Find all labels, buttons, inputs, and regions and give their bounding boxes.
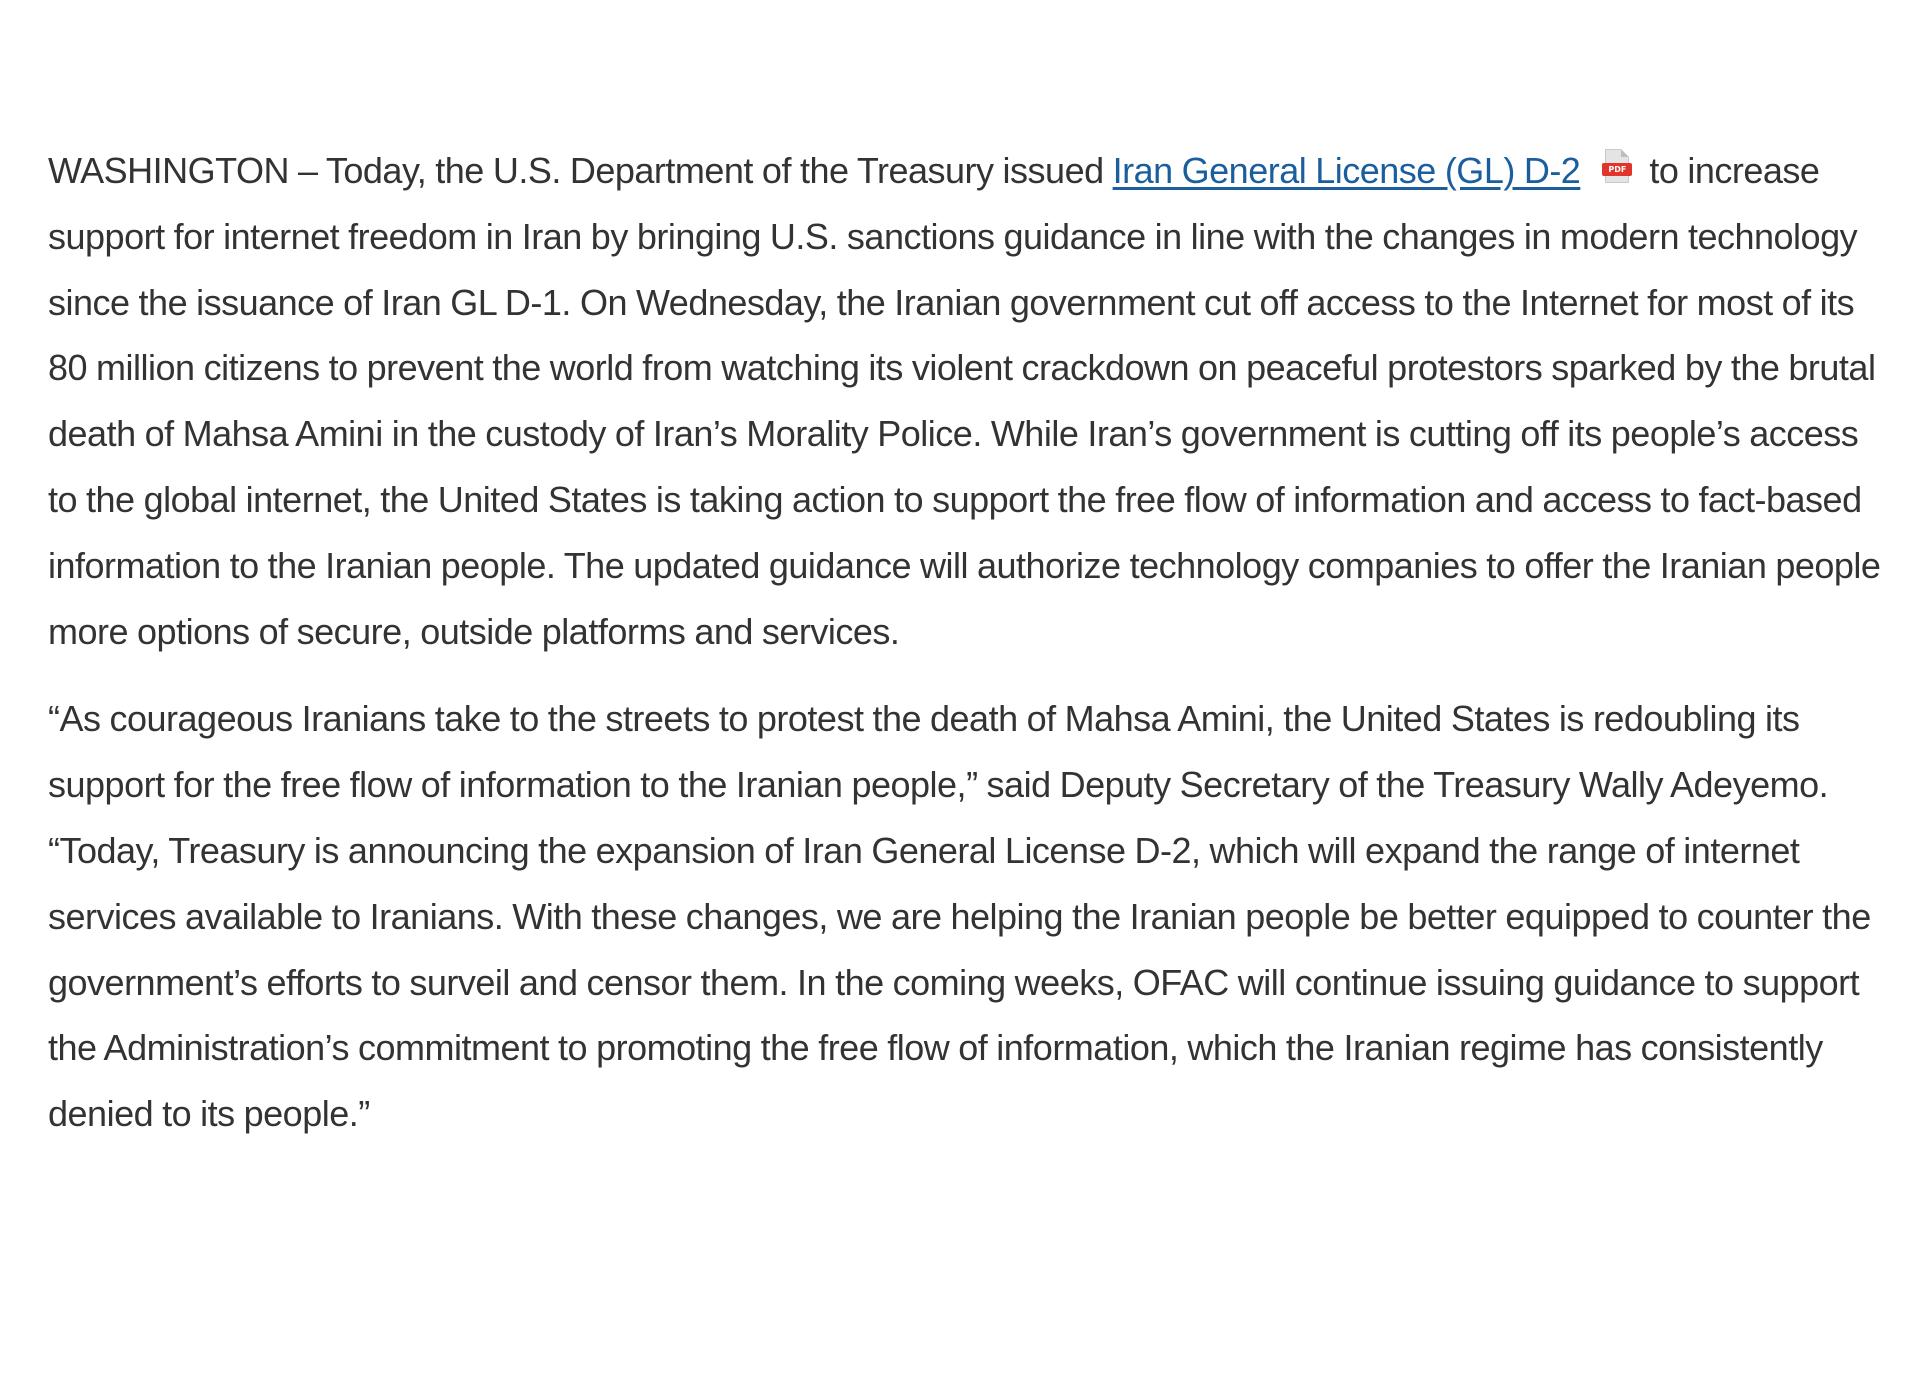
article-paragraph-1 <box>48 138 1888 664</box>
pdf-file-icon[interactable] <box>1602 149 1632 185</box>
general-license-d2-link[interactable]: Iran General License (GL) D-2 <box>1112 150 1581 191</box>
pdf-icon-label: PDF <box>1602 163 1632 176</box>
article-paragraph-2: “As courageous Iranians take to the streets to protest the death of Mahsa Amini, the United States is redoubling its support for the free flow of information to the Iranian people,” said Deputy Secretary of the Treasury Wally Adeyemo. “Today, Treasury is announcing the expansion of Iran General License D-2, which will expand the range of internet services available to Iranians. With these changes, we are helping the Iranian people be better equipped to counter the government’s efforts to surveil and censor them. In the coming weeks, OFAC will continue issuing guidance to support the Administration’s commitment to promoting the free flow of information, which the Iranian regime has consistently denied to its people.” <box>48 698 1871 1135</box>
article-body <box>48 138 1888 1147</box>
paragraph-1-intro-text: WASHINGTON – Today, the U.S. Department of the Treasury issued <box>48 150 1113 191</box>
paragraph-1-body-text: to increase support for internet freedom in Iran by bringing U.S. sanctions guidance in line with the changes in modern technology since the issuance of Iran GL D-1. On Wednesday, the Iranian government cut off access to the Internet for most of its 80 million citizens to prevent the world from watching its violent crackdown on peaceful protestors sparked by the brutal death of Mahsa Amini in the custody of Iran’s Morality Police. While Iran’s government is cutting off its people’s access to the global internet, the United States is taking action to support the free flow of information and access to fact-based information to the Iranian people. The updated guidance will authorize technology companies to offer the Iranian people more options of secure, outside platforms and services. <box>48 150 1881 652</box>
